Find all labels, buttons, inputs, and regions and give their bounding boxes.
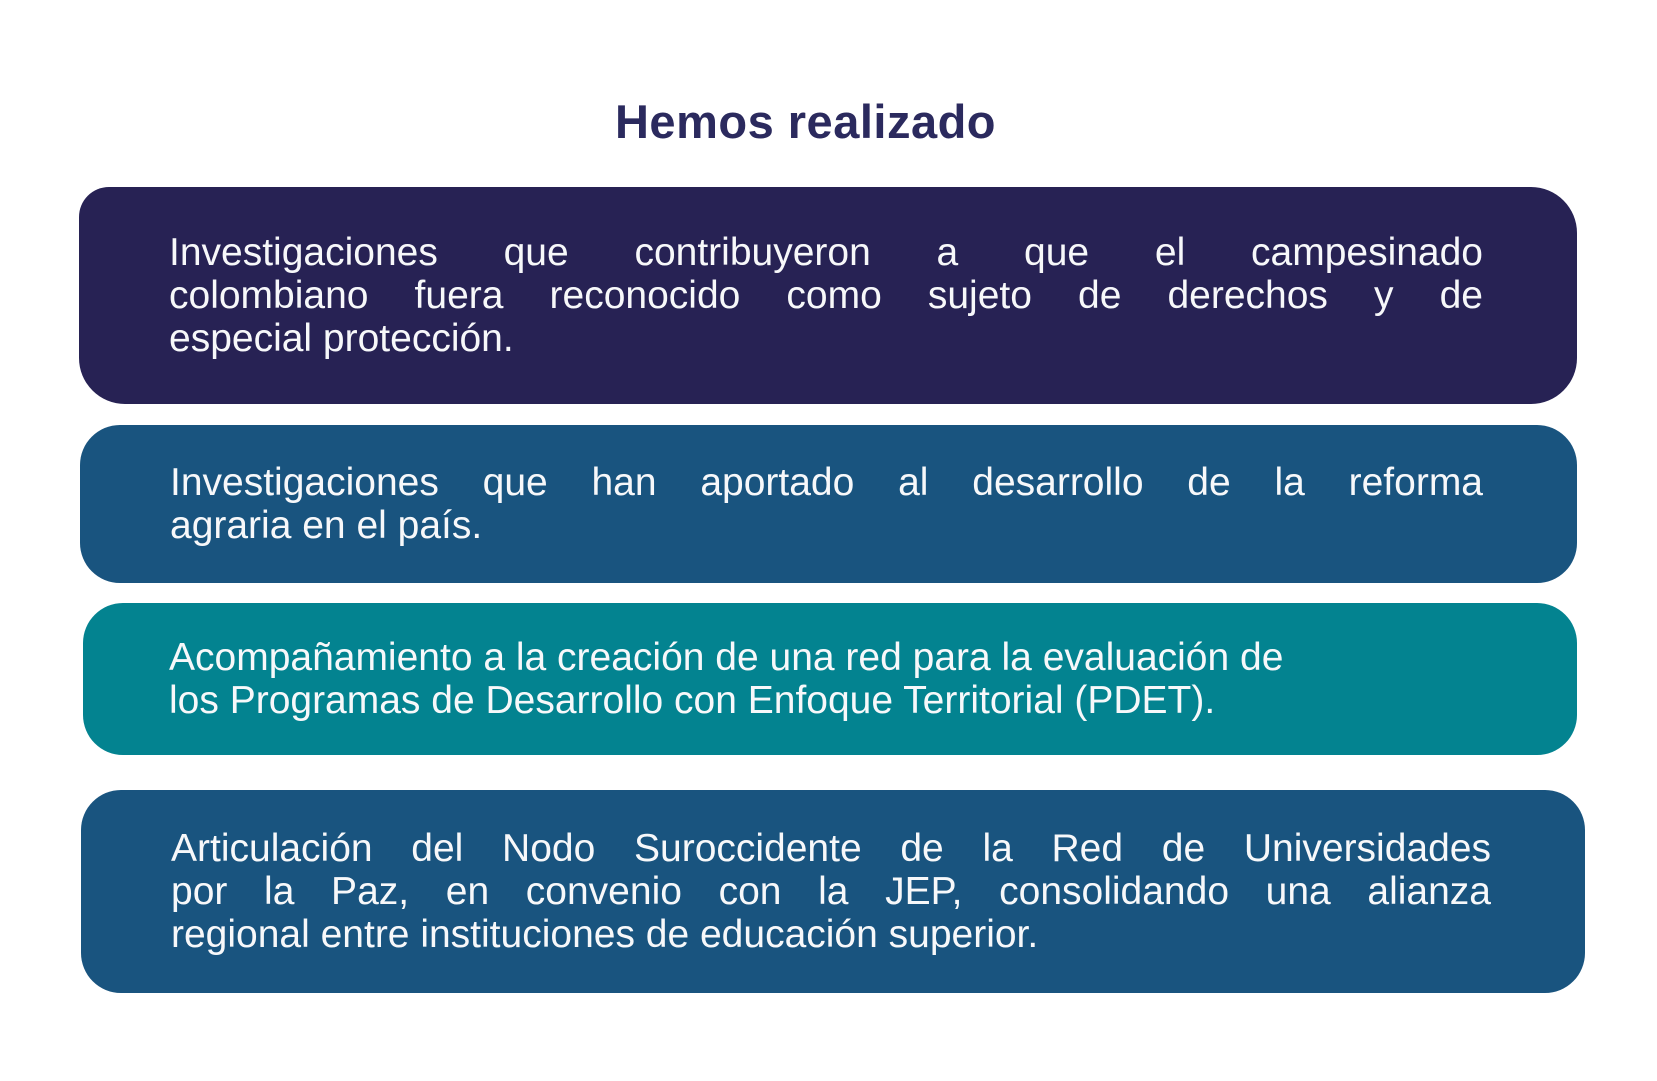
card-pdet — [83, 603, 1577, 755]
card-red-universidades — [81, 790, 1585, 993]
card-text-line: Investigaciones que contribuyeron a que el campesinado — [169, 231, 1483, 274]
card-text-line: regional entre instituciones de educación superior. — [171, 913, 1039, 956]
card-text-line: agraria en el país. — [170, 504, 483, 547]
card-text — [169, 231, 1483, 360]
card-text — [169, 636, 1483, 722]
card-text — [171, 827, 1491, 956]
card-campesinado — [79, 187, 1577, 404]
card-reforma-agraria — [80, 425, 1577, 583]
card-text-line: colombiano fuera reconocido como sujeto de derechos y de — [169, 274, 1483, 317]
card-text-line: Articulación del Nodo Suroccidente de la Red de Universidades — [171, 827, 1491, 870]
card-text-line: por la Paz, en convenio con la JEP, consolidando una alianza — [171, 870, 1491, 913]
card-text — [170, 461, 1483, 547]
card-text-line: los Programas de Desarrollo con Enfoque Territorial (PDET). — [169, 679, 1216, 722]
card-text-line: especial protección. — [169, 317, 514, 360]
page-title: Hemos realizado — [614, 95, 997, 148]
card-text-line: Acompañamiento a la creación de una red para la evaluación de — [169, 636, 1284, 679]
card-text-line: Investigaciones que han aportado al desarrollo de la reforma — [170, 461, 1483, 504]
